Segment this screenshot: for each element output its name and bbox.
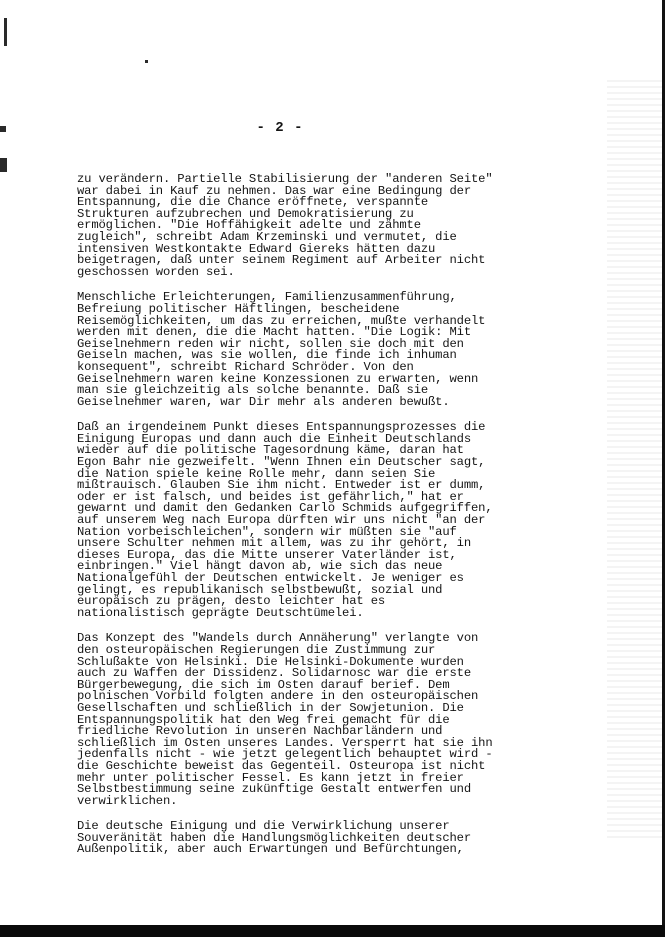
text-line: war dabei in Kauf zu nehmen. Das war eine Bedingung der [77, 183, 472, 198]
text-line: intensiven Westkontakte Edward Giereks hätten dazu [77, 241, 436, 256]
text-line: ermöglichen. "Die Hoffähigkeit adelte und zähmte [77, 218, 421, 233]
scan-mark-top-dot [145, 60, 148, 63]
text-line: gewarnt und damit den Gedanken Carlo Schmids aufgegriffen, [77, 501, 493, 516]
text-line: Entspannung, die die Chance eröffnete, verspannte [77, 195, 429, 210]
scan-mark-top-left [4, 18, 7, 46]
text-line: die Geschichte beweist das Gegenteil. Osteuropa ist nicht [77, 758, 486, 773]
paragraph-4 [77, 633, 527, 807]
text-line: Nation vorbeischleichen", sondern wir müßten sie "auf [77, 524, 457, 539]
paragraph-5 [77, 821, 527, 856]
text-line: Schlußakte von Helsinki. Die Helsinki-Dokumente wurden [77, 654, 464, 669]
text-line: oder er ist falsch, und beides ist gefährlich," hat er [77, 489, 464, 504]
text-line: geschossen worden sei. [77, 264, 235, 279]
text-line: beigetragen, daß unter seinem Regiment auf Arbeiter nicht [77, 253, 486, 268]
text-line: wieder auf die politische Tagesordnung käme, daran hat [77, 443, 464, 458]
text-line: polnischen Vorbild folgten andere in den osteuropäischen [77, 689, 479, 704]
text-line: Einigung Europas und dann auch die Einheit Deutschlands [77, 431, 472, 446]
text-line: friedliche Revolution in unseren Nachbarländern und [77, 724, 443, 739]
text-line: gelingt, es republikanisch selbstbewußt, sozial und [77, 582, 443, 597]
text-line: den osteuropäischen Regierungen die Zustimmung zur [77, 642, 436, 657]
text-line: Selbstbestimmung seine zukünftige Gestalt entwerfen und [77, 782, 472, 797]
text-line: Gesellschaften und schließlich in der Sowjetunion. Die [77, 700, 464, 715]
text-line: zugleich", schreibt Adam Krzeminski und vermutet, die [77, 229, 457, 244]
scan-mark-left-2 [0, 158, 7, 172]
text-line: jedenfalls nicht - wie jetzt gelegentlich behauptet wird - [77, 747, 493, 762]
text-line: verwirklichen. [77, 793, 178, 808]
text-line: Daß an irgendeinem Punkt dieses Entspannungsprozesses die [77, 420, 486, 435]
text-line: Geiseln machen, was sie wollen, die finde ich inhuman [77, 348, 457, 363]
text-line: Menschliche Erleichterungen, Familienzusammenführung, [77, 290, 457, 305]
text-line: auch zu Waffen der Dissidenz. Solidarnosc war die erste [77, 666, 472, 681]
text-line: Nationalgefühl der Deutschen entwickelt. Je weniger es [77, 571, 464, 585]
scan-noise-right-edge [607, 80, 665, 840]
text-line: einbringen." Viel hängt davon ab, wie sich das neue [77, 559, 443, 574]
scan-border-bottom [0, 925, 665, 937]
text-line: die Nation spiele keine Rolle mehr, dann seien Sie [77, 466, 436, 481]
page-number: - 2 - [256, 120, 304, 136]
text-line: Befreiung politischer Häftlingen, bescheidene [77, 301, 400, 316]
text-line: mißtrauisch. Glauben Sie ihm nicht. Entweder ist er dumm, [77, 478, 486, 493]
text-line: Entspannungspolitik hat den Weg frei gemacht für die [77, 712, 450, 727]
text-line: Das Konzept des "Wandels durch Annäherung" verlangte von [77, 631, 479, 646]
paragraph-1 [77, 174, 527, 278]
text-line: nationalistisch geprägte Deutschtümelei. [77, 605, 364, 620]
text-line: Geiselnehmer waren, war Dir mehr als anderen bewußt. [77, 394, 450, 409]
text-line: Reisemöglichkeiten, um das zu erreichen, mußte verhandelt [77, 313, 486, 328]
text-line: Souveränität haben die Handlungsmöglichkeiten deutscher [77, 830, 472, 845]
text-line: dieses Europa, das die Mitte unserer Vaterländer ist, [77, 547, 457, 562]
text-line: schließlich im Osten unseres Landes. Versperrt hat sie ihn [77, 735, 493, 750]
document-body [77, 174, 527, 870]
text-line: Egon Bahr nie gezweifelt. "Wenn Ihnen ein Deutscher sagt, [77, 455, 486, 470]
text-line: Außenpolitik, aber auch Erwartungen und Befürchtungen, [77, 842, 464, 857]
text-line: konsequent", schreibt Richard Schröder. Von den [77, 359, 414, 374]
text-line: Die deutsche Einigung und die Verwirklichung unserer [77, 819, 450, 834]
text-line: europäisch zu prägen, desto leichter hat es [77, 594, 386, 609]
paragraph-3 [77, 422, 527, 619]
text-line: unsere Schulter nehmen mit allem, was zu ihr gehört, in [77, 536, 472, 551]
text-line: man sie gleichzeitig als solche benannte. Daß sie [77, 383, 429, 398]
text-line: Geiselnehmern reden wir nicht, sollen sie doch mit den [77, 336, 464, 351]
text-line: Strukturen aufzubrechen und Demokratisierung zu [77, 206, 414, 221]
text-line: auf unserem Weg nach Europa dürften wir uns nicht "an der [77, 513, 486, 528]
text-line: Bürgerbewegung, die sich im Osten darauf berief. Dem [77, 677, 450, 692]
text-line: Geiselnehmern waren keine Konzessionen zu erwarten, wenn [77, 371, 479, 386]
text-line: zu verändern. Partielle Stabilisierung der "anderen Seite" [77, 172, 493, 186]
paragraph-2 [77, 292, 527, 408]
text-line: mehr unter politischer Fessel. Es kann jetzt in freier [77, 770, 464, 785]
text-line: werden mit denen, die die Macht hatten. "Die Logik: Mit [77, 325, 472, 340]
